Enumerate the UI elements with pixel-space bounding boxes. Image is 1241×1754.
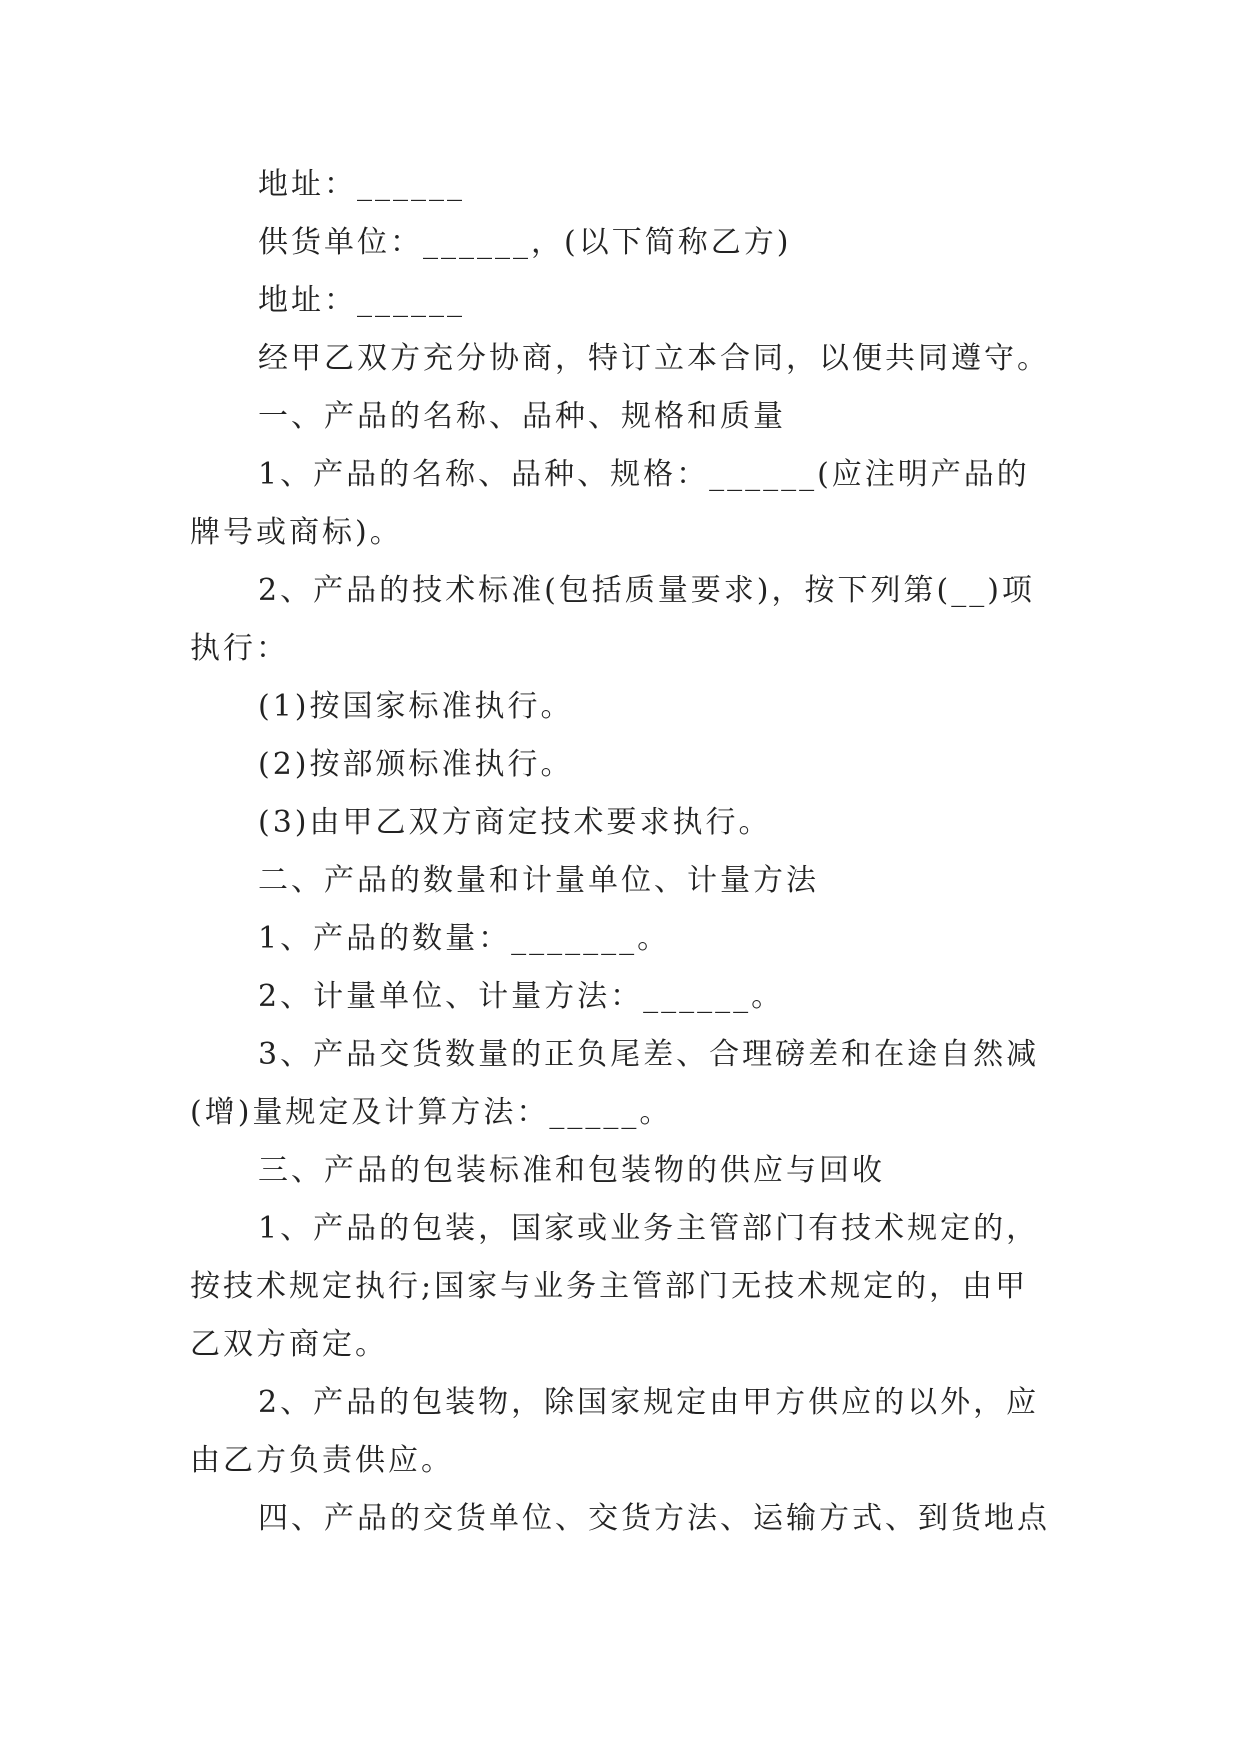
option-1: (1)按国家标准执行。 — [258, 689, 574, 724]
clause-2-3: 3、产品交货数量的正负尾差、合理磅差和在途自然减(增)量规定及计算方法：_____。 — [190, 1037, 1040, 1130]
clause-1-2: 2、产品的技术标准(包括质量要求)，按下列第(__)项执行： — [190, 573, 1035, 666]
clause-3-2: 2、产品的包装物，除国家规定由甲方供应的以外，应由乙方负责供应。 — [190, 1385, 1040, 1478]
agreement-statement: 经甲乙双方充分协商，特订立本合同，以便共同遵守。 — [258, 341, 1050, 376]
address-line-supplier: 地址：______ — [258, 283, 465, 318]
section-heading-4: 四、产品的交货单位、交货方法、运输方式、到货地点 — [258, 1501, 1050, 1536]
section-heading-2: 二、产品的数量和计量单位、计量方法 — [258, 863, 819, 898]
clause-3-1: 1、产品的包装，国家或业务主管部门有技术规定的，按技术规定执行;国家与业务主管部门无技术规定的，由甲乙双方商定。 — [190, 1211, 1040, 1362]
section-heading-3: 三、产品的包装标准和包装物的供应与回收 — [258, 1153, 885, 1188]
address-line-buyer: 地址：______ — [258, 167, 465, 202]
option-2: (2)按部颁标准执行。 — [258, 747, 574, 782]
clause-2-2: 2、计量单位、计量方法：______。 — [258, 979, 785, 1014]
supplier-line: 供货单位：______，(以下简称乙方) — [258, 225, 792, 260]
clause-1-1: 1、产品的名称、品种、规格：______(应注明产品的牌号或商标)。 — [190, 457, 1030, 550]
clause-2-1: 1、产品的数量：_______。 — [258, 921, 671, 956]
section-heading-1: 一、产品的名称、品种、规格和质量 — [258, 399, 786, 434]
option-3: (3)由甲乙双方商定技术要求执行。 — [258, 805, 772, 840]
contract-body — [190, 156, 1050, 1548]
